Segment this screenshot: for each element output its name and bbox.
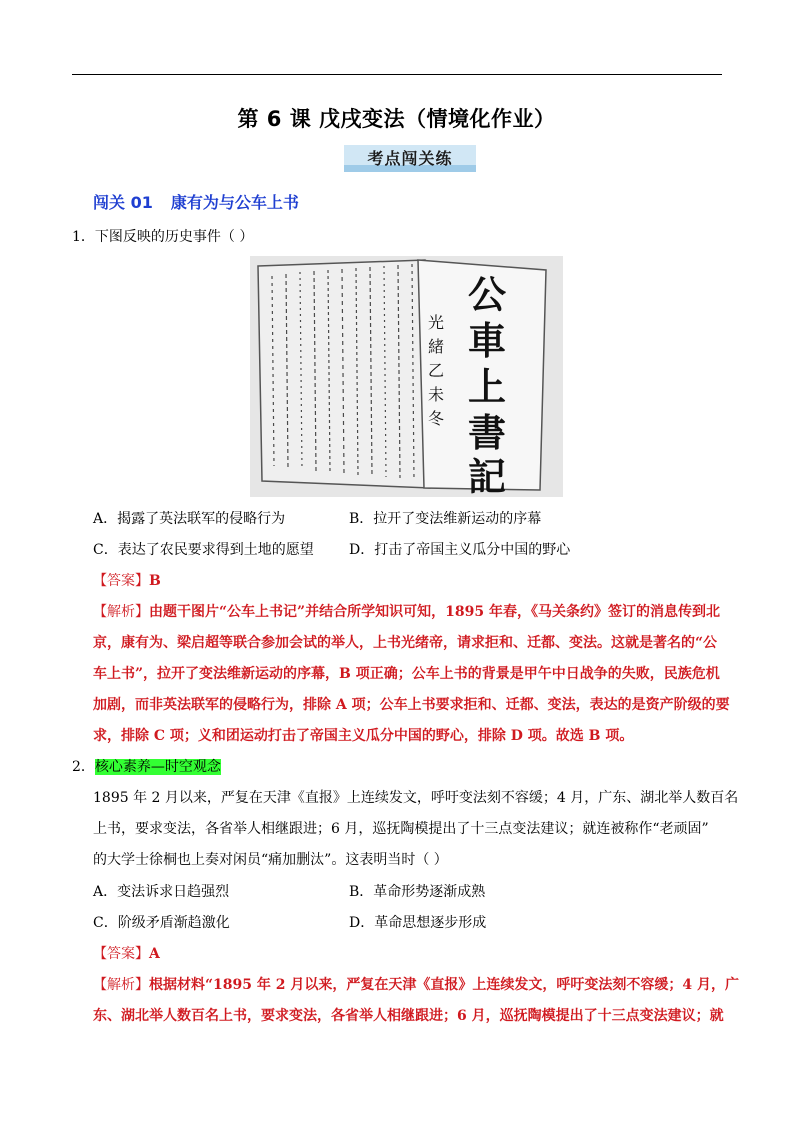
big-char-4: 書 [468, 410, 507, 455]
big-char-2: 車 [468, 318, 507, 363]
q2-stem-line-2: 上书，要求变法，各省举人相继跟进；6 月，巡抚陶模提出了十三点变法建议；就连被称作“老顽固” [93, 821, 709, 837]
q1-answer-value: B [149, 573, 161, 589]
q2-stem-line-1: 1895 年 2 月以来，严复在天津《直报》上连续发文，呼吁变法刻不容缓；4 月，广东、湖北举人数百名 [93, 790, 739, 806]
q2-number: 2． [72, 759, 95, 775]
section-name: 康有为与公车上书 [170, 193, 299, 212]
badge-label: 考点闯关练 [367, 149, 453, 168]
q2-option-d: D．革命思想逐步形成 [349, 915, 487, 931]
q1-option-d: D．打击了帝国主义瓜分中国的野心 [349, 542, 571, 558]
q1-analysis-line-3: 车上书”，拉开了变法维新运动的序幕，B 项正确；公车上书的背景是甲午中日战争的失败，民族危机 [93, 666, 720, 682]
q1-option-a: A．揭露了英法联军的侵略行为 [93, 511, 286, 527]
q1-analysis-label: 【解析】 [93, 604, 149, 620]
q2-answer-label: 【答案】 [93, 946, 149, 962]
page-title: 第 6 课 戊戌变法（情境化作业） [237, 107, 556, 131]
q2-option-b: B．革命形势逐渐成熟 [349, 884, 486, 900]
q1-analysis-line-1 [93, 603, 720, 621]
q1-answer [93, 572, 161, 590]
q1-analysis-line-5: 求，排除 C 项；义和团运动打击了帝国主义瓜分中国的野心，排除 D 项。故选 B 项。 [93, 728, 634, 744]
q1-answer-label: 【答案】 [93, 573, 149, 589]
big-char-3: 上 [468, 364, 507, 409]
q1-analysis-line-2: 京，康有为、梁启超等联合参加会试的举人，上书光绪帝，请求拒和、迁都、变法。这就是著名的“公 [93, 635, 718, 651]
q2-analysis-label: 【解析】 [93, 977, 149, 993]
q2-answer [93, 945, 160, 963]
small-char-1: 光 [428, 313, 445, 332]
q2-tag: 核心素养—时空观念 [94, 759, 221, 775]
q2-analysis-line-2: 东、湖北举人数百名上书，要求变法，各省举人相继跟进；6 月，巡抚陶模提出了十三点变法建议；就 [93, 1008, 724, 1024]
small-char-3: 乙 [428, 361, 445, 380]
gongche-shangshu-photo [250, 256, 563, 497]
big-char-1: 公 [468, 272, 507, 317]
big-char-5: 記 [468, 454, 507, 497]
q2-answer-value: A [149, 946, 160, 962]
small-char-4: 未 [428, 385, 445, 404]
q1-stem: 1．下图反映的历史事件（ ） [72, 229, 254, 245]
q2-analysis-text-1: 根据材料“1895 年 2 月以来，严复在天津《直报》上连续发文，呼吁变法刻不容缓；4 月，广 [149, 977, 739, 993]
q1-option-b: B．拉开了变法维新运动的序幕 [349, 511, 542, 527]
q1-option-c: C．表达了农民要求得到土地的愿望 [93, 542, 314, 558]
small-char-2: 緒 [428, 337, 445, 356]
section-code: 闯关 01 [93, 193, 153, 212]
q2-stem-line-3: 的大学士徐桐也上奏对闲员“痛加删汰”。这表明当时（ ） [93, 852, 448, 868]
q2-option-a: A．变法诉求日趋强烈 [93, 884, 230, 900]
header-rule [72, 74, 722, 75]
section-heading [93, 190, 317, 213]
small-char-5: 冬 [428, 409, 445, 428]
q2-header [72, 758, 221, 776]
q2-analysis-line-1 [93, 976, 739, 994]
q2-option-c: C．阶级矛盾渐趋激化 [93, 915, 230, 931]
q1-analysis-line-4: 加剧，而非英法联军的侵略行为，排除 A 项；公车上书要求拒和、迁都、变法，表达的是资产阶级的要 [93, 697, 730, 713]
q1-analysis-text-1: 由题干图片“公车上书记”并结合所学知识可知，1895 年春，《马关条约》签订的消息传到北 [149, 604, 720, 620]
